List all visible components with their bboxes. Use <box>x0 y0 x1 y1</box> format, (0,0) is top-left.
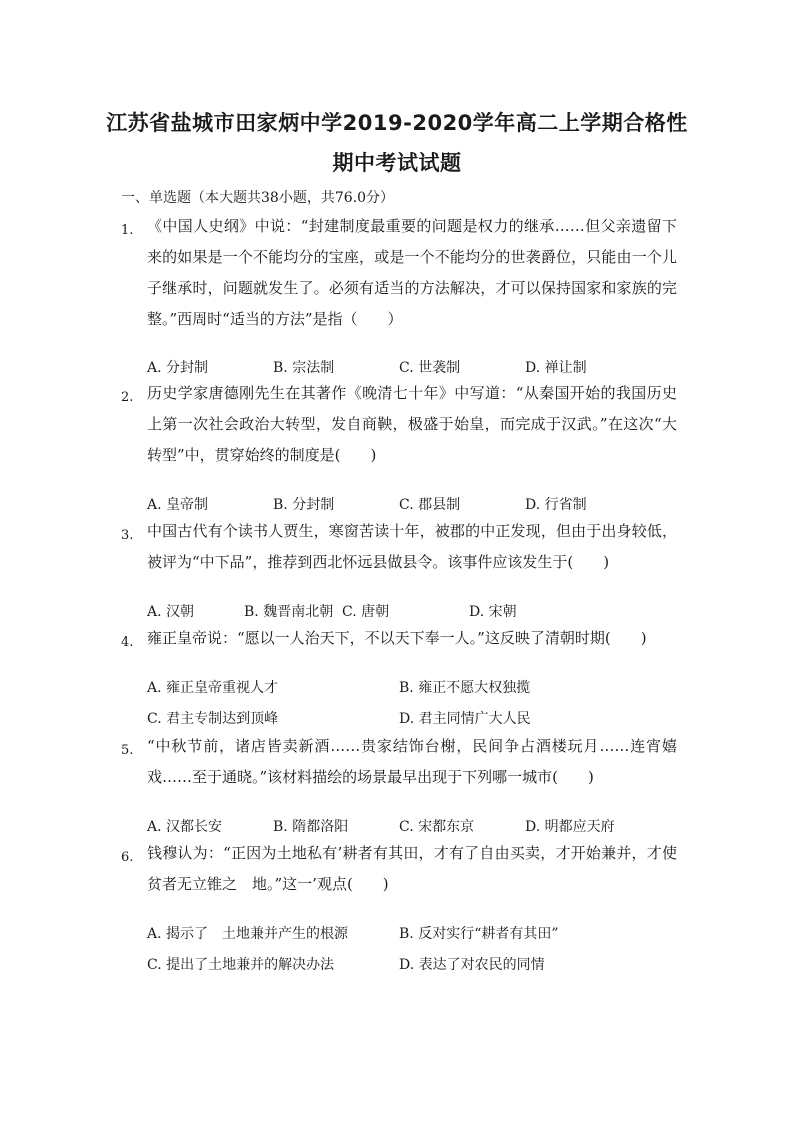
option-d[interactable]: D. 君主同情广大人民 <box>399 711 531 727</box>
option-d[interactable]: D. 明都应天府 <box>525 819 615 835</box>
option-d[interactable]: D. 宋朝 <box>469 604 517 620</box>
question-number: 2. <box>121 390 134 405</box>
section-heading: 一、单选题（本大题共38小题，共76.0分） <box>121 190 394 206</box>
option-c[interactable]: C. 唐朝 <box>342 604 390 620</box>
question-number: 5. <box>121 743 134 758</box>
document-subtitle: 期中考试试题 <box>332 151 462 175</box>
option-a[interactable]: A. 汉都长安 <box>147 819 223 835</box>
question-text: “中秋节前，诸店皆卖新酒……贵家结饰台榭，民间争占酒楼玩月……连宵嬉戏……至于通晓。”该材料描绘的场景最早出现于下列哪一城市( ) <box>147 737 677 786</box>
option-a[interactable]: A. 揭示了 土地兼并产生的根源 <box>147 926 349 942</box>
option-c[interactable]: C. 宋都东京 <box>399 819 475 835</box>
option-a[interactable]: A. 汉朝 <box>147 604 195 620</box>
option-b[interactable]: B. 隋都洛阳 <box>273 819 349 835</box>
question-number: 4. <box>121 635 134 650</box>
option-c[interactable]: C. 提出了土地兼并的解决办法 <box>147 957 335 973</box>
option-c[interactable]: C. 郡县制 <box>399 497 461 513</box>
option-b[interactable]: B. 魏晋南北朝 <box>244 604 334 620</box>
option-d[interactable]: D. 表达了对农民的同情 <box>399 957 545 973</box>
question-text: 钱穆认为：“正因为土地私有’耕者有其田，才有了自由买卖，才开始兼并，才使贫者无立锥之 地。”这一’观点( ) <box>147 844 677 893</box>
option-c[interactable]: C. 世袭制 <box>399 360 461 376</box>
question-number: 6. <box>121 850 134 865</box>
question-number: 1. <box>121 223 134 238</box>
question-text: 雍正皇帝说：“愿以一人治天下，不以天下奉一人。”这反映了清朝时期( ) <box>147 629 647 647</box>
question-text: 历史学家唐德刚先生在其著作《晚清七十年》中写道：“从秦国开始的我国历史上第一次社会政治大转型，发自商鞅，极盛于始皇，而完成于汉武。”在这次“大转型”中，贯穿始终的制度是( ) <box>147 384 677 464</box>
option-a[interactable]: A. 雍正皇帝重视人才 <box>147 680 279 696</box>
question-number: 3. <box>121 528 134 543</box>
option-d[interactable]: D. 禅让制 <box>525 360 587 376</box>
option-d[interactable]: D. 行省制 <box>525 497 587 513</box>
option-a[interactable]: A. 皇帝制 <box>147 497 209 513</box>
question-text: 《中国人史纲》中说：“封建制度最重要的问题是权力的继承……但父亲遗留下来的如果是一个不能均分的宝座，或是一个不能均分的世袭爵位，只能由一个儿子继承时，问题就发生了。必须有适当的方法解决，才可以保持国家和家族的完整。”西周时“适当的方法”是指（ ） <box>147 217 677 328</box>
document-title: 江苏省盐城市田家炳中学2019-2020学年高二上学期合格性 <box>106 111 688 135</box>
option-b[interactable]: B. 雍正不愿大权独揽 <box>399 680 531 696</box>
option-b[interactable]: B. 反对实行“耕者有其田” <box>399 926 559 942</box>
option-a[interactable]: A. 分封制 <box>147 360 209 376</box>
option-b[interactable]: B. 宗法制 <box>273 360 335 376</box>
option-b[interactable]: B. 分封制 <box>273 497 335 513</box>
question-text: 中国古代有个读书人贾生，寒窗苦读十年，被郡的中正发现，但由于出身较低，被评为“中下品”，推荐到西北怀远县做县令。该事件应该发生于( ) <box>147 522 677 571</box>
option-c[interactable]: C. 君主专制达到顶峰 <box>147 711 279 727</box>
